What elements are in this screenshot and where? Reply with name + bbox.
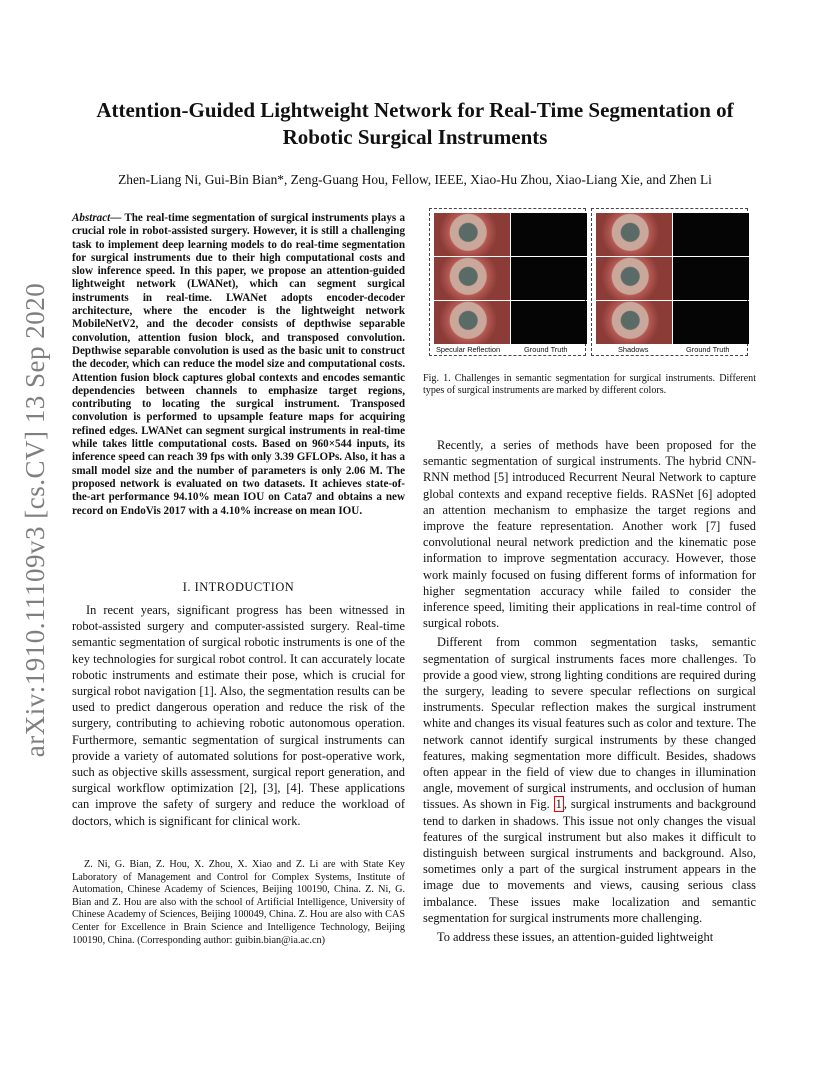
author-list: Zhen-Liang Ni, Gui-Bin Bian*, Zeng-Guang Hou, Fellow, IEEE, Xiao-Hu Zhou, Xiao-Liang Xie, and Zhen Li — [118, 172, 712, 187]
paper-title: Attention-Guided Lightweight Network for Real-Time Segmentation of Robotic Surgical Instruments — [96, 98, 734, 149]
paragraph: To address these issues, an attention-guided lightweight — [437, 930, 714, 945]
surgical-image — [434, 301, 510, 344]
footnote-text: Z. Ni, G. Bian, Z. Hou, X. Zhou, X. Xiao and Z. Li are with State Key Laboratory of Management and Control for Complex Systems, Institute of Automation, Chinese Academy of Sciences, Beijing 100190, China. Z. Ni, G. Bian and Z. Hou are also with the school of Artificial Intelligence, University of Chinese Academy of Sciences, Beijing 100049, China. Z. Hou are also with CAS Center for Excellence in Brain Science and Intelligence Technology, Beijing 100190, China. (Corresponding author: guibin.bian@ia.ac.cn) — [72, 859, 405, 946]
abstract-lead: Abstract — [72, 212, 111, 224]
section-heading: I. INTRODUCTION — [182, 580, 295, 594]
ground-truth-mask — [673, 257, 749, 300]
figure-label: Ground Truth — [686, 345, 730, 354]
paragraph-text: , surgical instruments and background tend to darken in shadows. This issue not only changes the visual features of the surgical instrument but also makes it difficult to distinguish between surgical instruments and background. Also, sometimes only a part of the surgical instrument appears in the image due to movements and views, causing serious class imbalance. These issues make localization and semantic segmentation for surgical instruments more challenging. — [423, 797, 756, 925]
shadows-panel — [591, 208, 748, 356]
affiliation-footnote — [72, 859, 405, 947]
right-column — [423, 437, 756, 945]
abstract — [72, 212, 405, 518]
figure-label: Specular Reflection — [436, 345, 501, 354]
surgical-image — [596, 213, 672, 256]
surgical-image — [596, 301, 672, 344]
intro-column — [72, 602, 405, 829]
figure-ref-link[interactable]: 1 — [555, 797, 562, 812]
surgical-image — [434, 213, 510, 256]
ground-truth-mask — [673, 301, 749, 344]
ground-truth-mask — [511, 301, 587, 344]
arxiv-watermark: arXiv:1910.11109v3 [cs.CV] 13 Sep 2020 — [20, 282, 50, 758]
figure-label: Shadows — [618, 345, 649, 354]
paragraph — [423, 634, 756, 926]
figure-label: Ground Truth — [524, 345, 568, 354]
specular-panel — [429, 208, 586, 356]
surgical-image — [596, 257, 672, 300]
surgical-image — [434, 257, 510, 300]
figure-1 — [429, 208, 748, 358]
figure-caption: Fig. 1. Challenges in semantic segmentation for surgical instruments. Different types of surgical instruments are marked by different colors. — [423, 373, 756, 397]
ground-truth-mask — [673, 213, 749, 256]
ground-truth-mask — [511, 213, 587, 256]
paragraph: Recently, a series of methods have been proposed for the semantic segmentation of surgical instruments. The hybrid CNN-RNN method [5] introduced Recurrent Neural Network to capture global contexts and expand receptive fields. RASNet [6] adopted an attention mechanism to emphasize the target regions and improve the feature representation. Another work [7] fused convolutional neural network prediction and the kinematic pose information to improve segmentation accuracy. However, those work mainly focused on fusing different forms of information for higher segmentation accuracy while failed to consider the inference speed, limiting their applications in real-time control of surgical robots. — [423, 438, 756, 631]
abstract-text: — The real-time segmentation of surgical instruments plays a crucial role in robot-assisted surgery. However, it is still a challenging task to implement deep learning models to do real-time segmentation for surgical instruments due to their high computational costs and slow inference speed. In this paper, we propose an attention-guided lightweight network (LWANet), which can segment surgical instruments in real-time. LWANet adopts encoder-decoder architecture, where the encoder is the lightweight network MobileNetV2, and the decoder consists of depthwise separable convolution, attention fusion block, and transposed convolution. Depthwise separable convolution is used as the basic unit to construct the decoder, which can reduce the model size and computational costs. Attention fusion block captures global contexts and encodes semantic dependencies between channels to emphasize target regions, contributing to locating the surgical instrument. Transposed convolution is performed to upsample feature maps for acquiring refined edges. LWANet can segment surgical instruments in real-time while takes little computational costs. Based on 960×544 inputs, its inference speed can reach 39 fps with only 3.39 GFLOPs. Also, it has a small model size and the number of parameters is only 2.06 M. The proposed network is evaluated on two datasets. It achieves state-of-the-art performance 94.10% mean IOU on Cata7 and obtains a new record on EndoVis 2017 with a 4.10% increase on mean IOU. — [72, 212, 405, 517]
ground-truth-mask — [511, 257, 587, 300]
intro-paragraph: In recent years, significant progress has been witnessed in robot-assisted surgery and computer-assisted surgery. Real-time semantic segmentation of surgical robotic instruments is one of the key technologies for surgical robot control. It can accurately locate robotic instruments and estimate their pose, which is crucial for surgical robot navigation [1]. Also, the segmentation results can be used to predict dangerous operation and reduce the risk of the surgery, contributing to achieving robotic autonomous operation. Furthermore, semantic segmentation of surgical instruments can provide a variety of automated solutions for post-operative work, such as objective skills assessment, surgical report generation, and surgical workflow optimization [2], [3], [4]. These applications can improve the safety of surgery and reduce the workload of doctors, which is significant for clinical work. — [72, 603, 405, 828]
paragraph-text: Different from common segmentation tasks, semantic segmentation of surgical instruments faces more challenges. To provide a good view, strong lighting conditions are required during the surgery, leading to severe specular reflections on surgical instruments. Specular reflection makes the surgical instrument white and changes its visual features such as color and texture. The network cannot identify surgical instruments by these changed features, making segmentation more difficult. Besides, shadows often appear in the field of view due to changes in illumination angle, movement of surgical instruments, and occlusion of human tissues. As shown in Fig. — [423, 635, 756, 812]
